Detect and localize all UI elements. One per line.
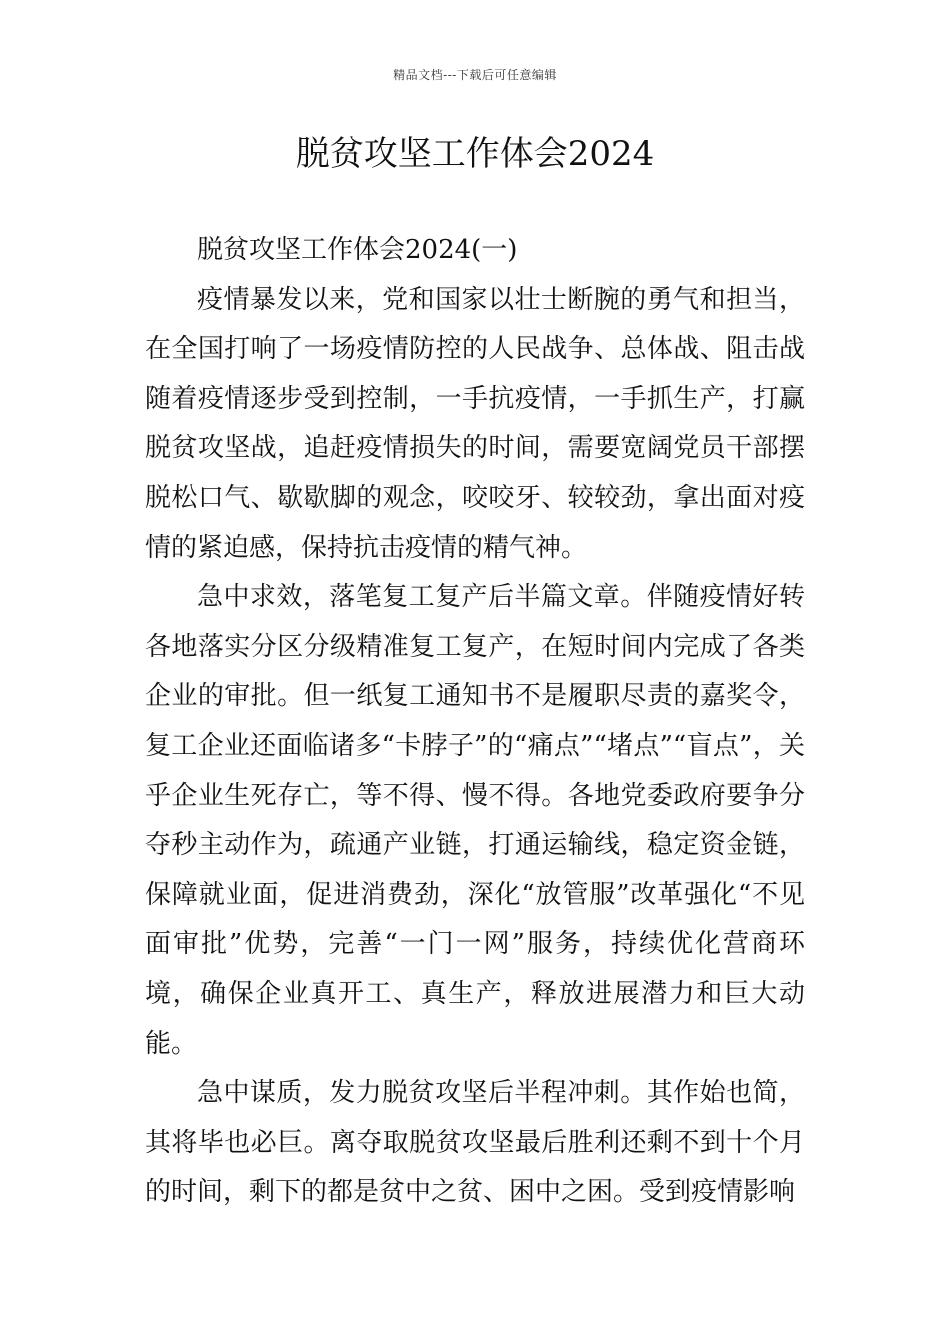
document-body xyxy=(145,226,805,1218)
section-subtitle: 脱贫攻坚工作体会2024(一) xyxy=(197,235,518,265)
document-title: 脱贫攻坚工作体会2024 xyxy=(295,134,655,174)
paragraph: 急中求效，落笔复工复产后半篇文章。伴随疫情好转各地落实分区分级精准复工复产，在短时间内完成了各类企业的审批。但一纸复工通知书不是履职尽责的嘉奖令，复工企业还面临诸多“卡脖子”的“痛点”“堵点”“盲点”，关乎企业生死存亡，等不得、慢不得。各地党委政府要争分夺秒主动作为，疏通产业链，打通运输线，稳定资金链，保障就业面，促进消费劲，深化“放管服”改革强化“不见面审批”优势，完善“一门一网”服务，持续优化营商环境，确保企业真开工、真生产，释放进展潜力和巨大动能。 xyxy=(145,582,805,1059)
paragraph: 急中谋质，发力脱贫攻坚后半程冲刺。其作始也简，其将毕也必巨。离夺取脱贫攻坚最后胜利还剩不到十个月的时间，剩下的都是贫中之贫、困中之困。受到疫情影响 xyxy=(145,1078,805,1208)
paragraph: 疫情暴发以来，党和国家以壮士断腕的勇气和担当，在全国打响了一场疫情防控的人民战争、总体战、阻击战随着疫情逐步受到控制，一手抗疫情，一手抓生产，打赢脱贫攻坚战，追赶疫情损失的时间，需要宽阔党员干部摆脱松口气、歇歇脚的观念，咬咬牙、较较劲，拿出面对疫情的紧迫感，保持抗击疫情的精气神。 xyxy=(145,284,805,563)
page-header-note: 精品文档---下载后可任意编辑 xyxy=(393,68,557,82)
